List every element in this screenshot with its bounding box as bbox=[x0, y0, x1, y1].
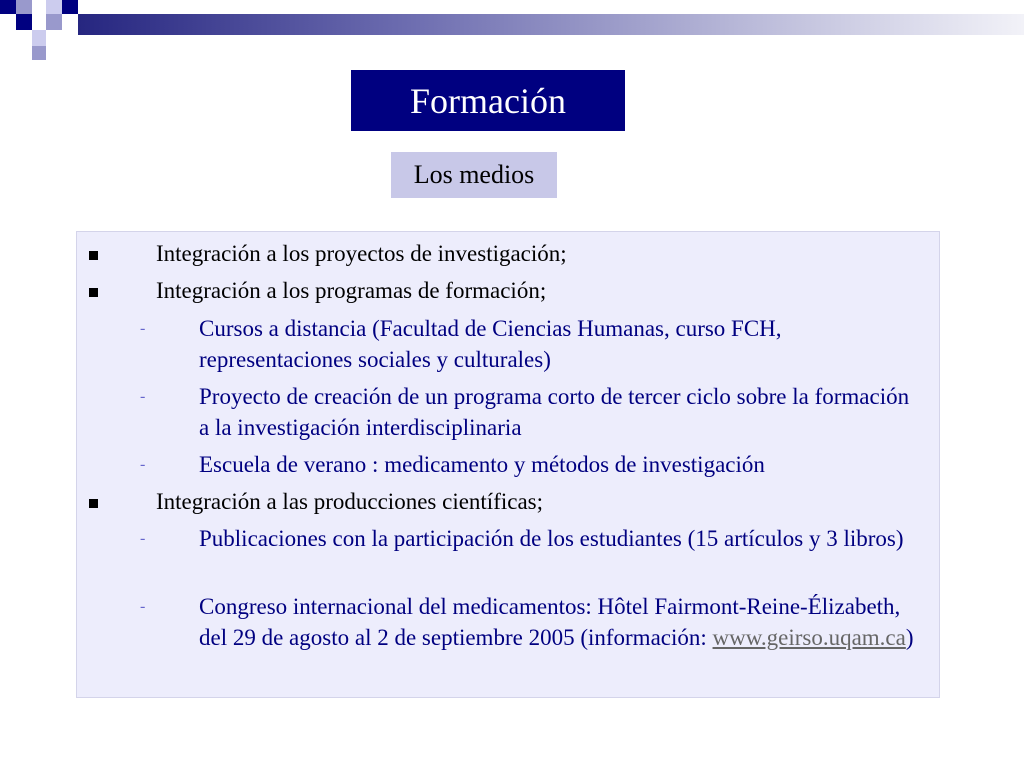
decorative-square bbox=[16, 14, 32, 30]
slide-title-text: Formación bbox=[410, 80, 566, 121]
decorative-square bbox=[0, 0, 16, 14]
slide-subtitle-text: Los medios bbox=[413, 160, 535, 189]
decorative-square bbox=[32, 30, 46, 46]
decorative-gradient-bar bbox=[78, 14, 1024, 35]
slide-subtitle bbox=[391, 152, 557, 198]
decorative-header-bar bbox=[0, 0, 1024, 62]
closing-paren: ) bbox=[905, 625, 914, 650]
content-panel bbox=[76, 231, 940, 698]
bullet-text: Integración a las producciones científicas; bbox=[156, 489, 544, 514]
bullet-text: Integración a los proyectos de investigación; bbox=[156, 241, 567, 266]
decorative-square bbox=[46, 14, 62, 30]
dash-bullet-icon: - bbox=[140, 598, 146, 615]
sub-bullet-text: Cursos a distancia (Facultad de Ciencias Humanas, curso FCH, representaciones sociales y culturales) bbox=[199, 316, 782, 372]
sub-bullet-text: Proyecto de creación de un programa corto de tercer ciclo sobre la formación a la investigación interdisciplinaria bbox=[199, 384, 910, 440]
congress-text: Congreso internacional del medicamentos: Hôtel Fairmont-Reine-Élizabeth, del 29 de agosto al 2 de septiembre 2005 (información: bbox=[199, 594, 901, 650]
website-link[interactable]: www.geirso.uqam.ca bbox=[712, 625, 906, 650]
slide-title bbox=[351, 70, 625, 131]
decorative-square bbox=[46, 0, 62, 14]
decorative-square bbox=[62, 0, 78, 14]
sub-bullet-text: Escuela de verano : medicamento y métodos de investigación bbox=[199, 452, 765, 477]
square-bullet-icon bbox=[89, 288, 98, 297]
sub-bullet-text bbox=[199, 591, 925, 653]
decorative-square bbox=[16, 0, 32, 14]
bullet-text: Integración a los programas de formación; bbox=[156, 278, 547, 303]
dash-bullet-icon: - bbox=[140, 320, 146, 337]
dash-bullet-icon: - bbox=[140, 530, 146, 547]
sub-bullet-text: Publicaciones con la participación de los estudiantes (15 artículos y 3 libros) bbox=[199, 526, 904, 551]
dash-bullet-icon: - bbox=[140, 456, 146, 473]
square-bullet-icon bbox=[89, 499, 98, 508]
square-bullet-icon bbox=[89, 251, 98, 260]
dash-bullet-icon: - bbox=[140, 388, 146, 405]
decorative-square bbox=[32, 46, 46, 60]
